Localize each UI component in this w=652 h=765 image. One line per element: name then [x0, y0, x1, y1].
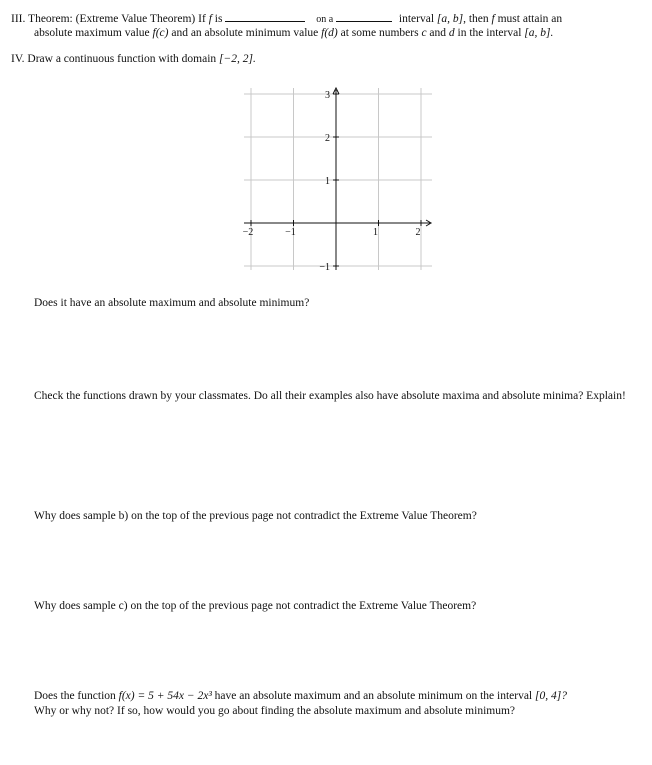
function-question-part2: have an absolute maximum and an absolute minimum on the interval — [214, 690, 533, 702]
function-question-part1: Does the function — [34, 690, 116, 702]
tick-labels — [243, 90, 421, 273]
theorem-fd: f(d) — [321, 27, 338, 39]
axes — [244, 88, 431, 270]
theorem-line2-part1: absolute maximum value — [34, 27, 150, 39]
answer-blank-2[interactable] — [336, 11, 392, 22]
theorem-fc: f(c) — [152, 27, 169, 39]
theorem-f-1: f — [208, 13, 212, 25]
theorem-d: d — [448, 27, 455, 39]
x-tick-label: 2 — [415, 227, 421, 238]
question-sample-b: Why does sample b) on the top of the previous page not contradict the Extreme Value Theorem? — [34, 510, 477, 522]
question-3-line-2 — [34, 26, 644, 40]
question-3-number: III. — [11, 13, 26, 25]
theorem-on-a: on a — [316, 14, 334, 25]
theorem-and: and — [429, 27, 447, 39]
theorem-prefix: Theorem: (Extreme Value Theorem) If — [28, 13, 206, 25]
question-function-line-2: Why or why not? If so, how would you go about finding the absolute maximum and absolute minimum? — [34, 705, 516, 717]
function-expression: f(x) = 5 + 54x − 2x³ — [118, 690, 212, 702]
question-sample-c: Why does sample c) on the top of the previous page not contradict the Extreme Value Theorem? — [34, 600, 477, 612]
y-tick-label: 2 — [325, 133, 330, 144]
theorem-line2-part2: and an absolute minimum value — [171, 27, 319, 39]
grid-lines — [244, 88, 432, 270]
theorem-interval-ab-2: [a, b]. — [524, 27, 554, 39]
answer-blank-1[interactable] — [225, 11, 305, 22]
theorem-interval-ab: [a, b] — [436, 13, 464, 25]
theorem-line2-part3: at some numbers — [340, 27, 419, 39]
question-3-line-1 — [11, 11, 641, 27]
x-tick-label: −2 — [242, 227, 254, 238]
question-abs-extrema: Does it have an absolute maximum and absolute minimum? — [34, 297, 310, 309]
theorem-interval-word: interval — [398, 13, 435, 25]
coordinate-grid[interactable] — [240, 84, 440, 274]
y-tick-label: 3 — [325, 90, 330, 101]
theorem-line2-part4: in the interval — [457, 27, 522, 39]
question-function-line-1 — [34, 689, 649, 703]
theorem-is: is — [214, 13, 223, 25]
theorem-must-attain: must attain an — [497, 13, 563, 25]
theorem-then: , then — [463, 13, 489, 25]
x-tick-label: 1 — [373, 227, 378, 238]
theorem-c: c — [421, 27, 427, 39]
x-tick-label: −1 — [285, 227, 296, 238]
question-4-text: Draw a continuous function with domain — [27, 53, 217, 65]
question-4-domain: [−2, 2]. — [219, 53, 256, 65]
theorem-f-2: f — [491, 13, 495, 25]
y-tick-label: 1 — [325, 176, 330, 187]
question-4-line — [11, 52, 256, 66]
question-4-number: IV. — [11, 53, 25, 65]
function-interval: [0, 4]? — [535, 690, 567, 702]
y-tick-label: −1 — [319, 262, 330, 273]
question-classmates: Check the functions drawn by your classmates. Do all their examples also have absolute maxima and absolute minima? Explain! — [34, 390, 626, 402]
